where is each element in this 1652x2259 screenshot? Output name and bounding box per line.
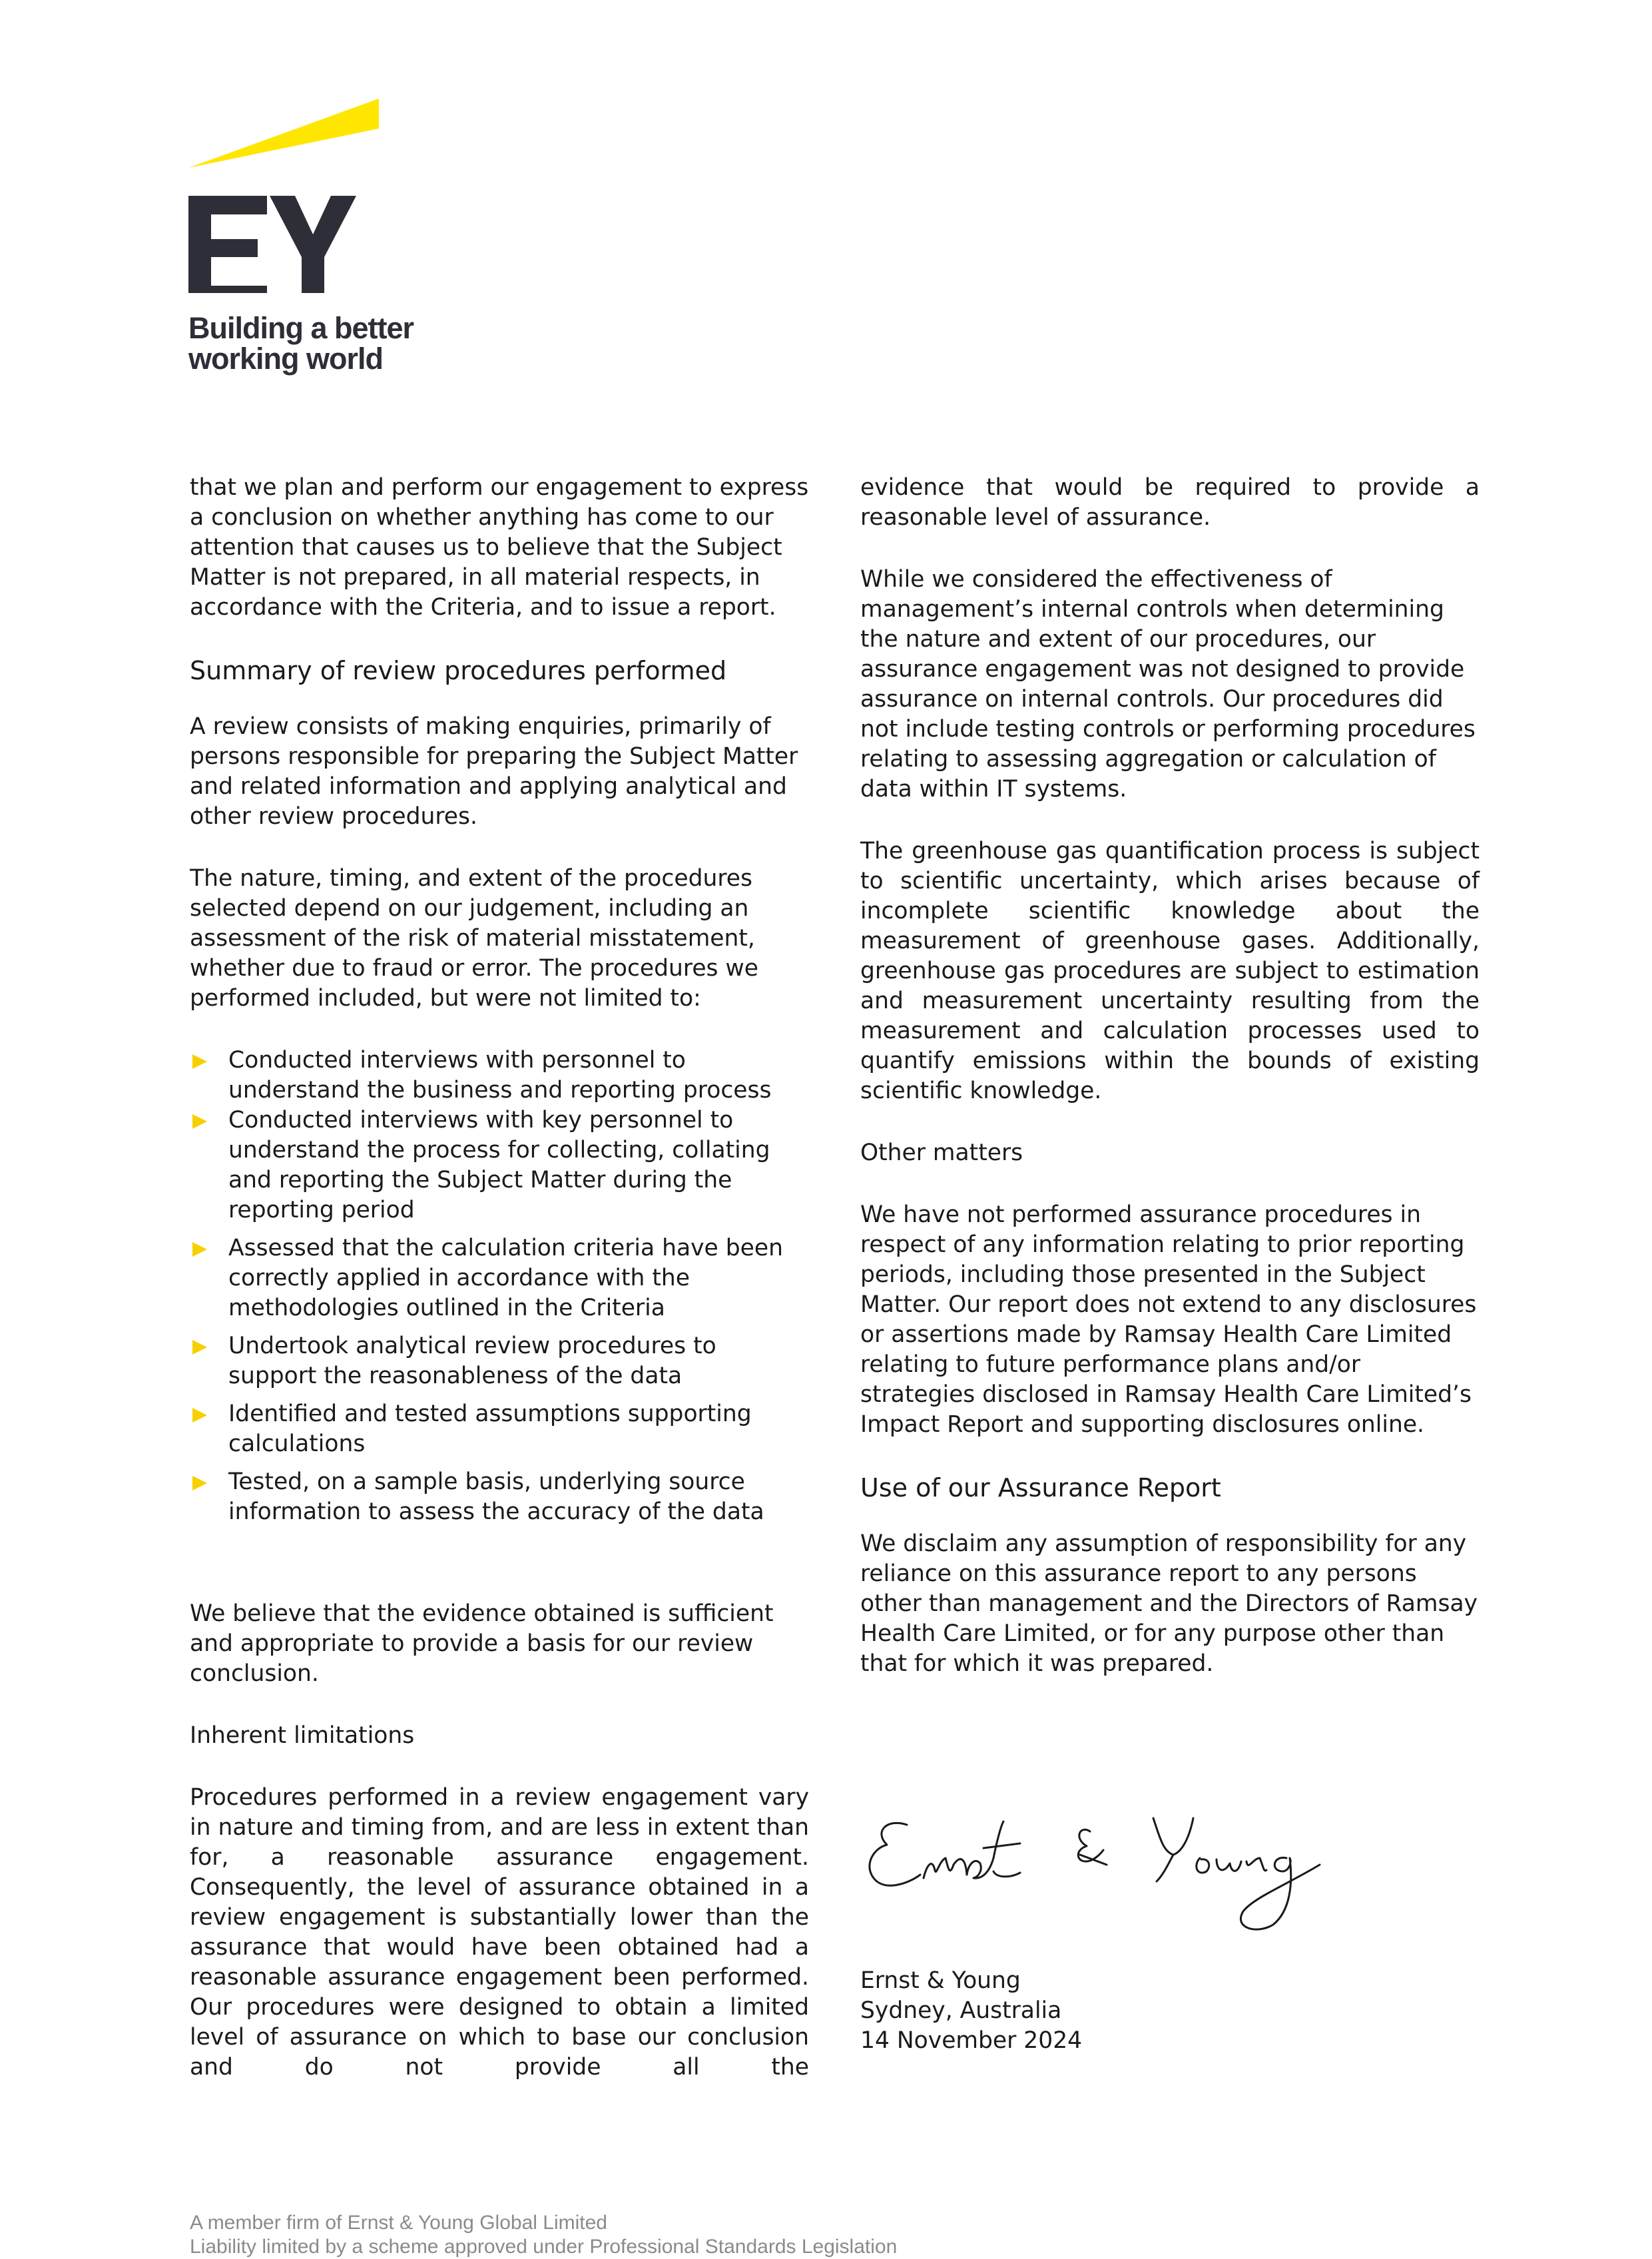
list-item [190, 1331, 809, 1391]
logo-letter-y [270, 196, 356, 293]
left-column [190, 473, 809, 2083]
summary-paragraph-1: A review consists of making enquiries, primarily of persons responsible for preparing the Subject Matter and related information and applying analytical and other review procedures. [190, 713, 798, 830]
list-item [190, 1467, 809, 1527]
summary-paragraph-2: The nature, timing, and extent of the procedures selected depend on our judgement, including an assessment of the risk of material misstatement, whether due to fraud or error. The procedures we performed included, but were not limited to: [190, 865, 758, 1012]
signer-date: 14 November 2024 [860, 2027, 1083, 2054]
use-of-report-heading: Use of our Assurance Report [860, 1473, 1221, 1502]
list-item [190, 1399, 809, 1459]
footer-line-2: Liability limited by a scheme approved under Professional Standards Legislation [190, 2236, 898, 2258]
bullet-arrow-icon [192, 1054, 207, 1069]
tagline-line-2: working world [188, 342, 384, 376]
list-item-text: Identified and tested assumptions supporting calculations [228, 1401, 752, 1457]
bullet-arrow-icon [192, 1476, 207, 1490]
ghg-uncertainty-paragraph: The greenhouse gas quantification process is subject to scientific uncertainty, which arises because of incomplete scientific knowledge about the measurement of greenhouse gases. Additionally, greenhouse gas procedures are subject to estimation and measurement uncertainty resulting from the measurement and calculation processes used to quantify emissions within the bounds of existing scientific knowledge. [860, 838, 1480, 1104]
signer-location: Sydney, Australia [860, 1997, 1062, 2024]
signer-block [860, 1966, 1082, 2056]
list-item-text: Tested, on a sample basis, underlying source information to assess the accuracy of the data [228, 1468, 764, 1525]
brand-tagline [188, 313, 413, 374]
summary-heading: Summary of review procedures performed [190, 656, 727, 685]
signature [860, 1791, 1340, 1945]
bullet-arrow-icon [192, 1340, 207, 1355]
list-item-text: Conducted interviews with key personnel to understand the process for collecting, collating and reporting the Subject Matter during the reporting period [228, 1107, 770, 1223]
logo-beam [188, 99, 379, 168]
list-item [190, 1106, 809, 1225]
intro-paragraph: that we plan and perform our engagement to express a conclusion on whether anything has come to our attention that causes us to believe that the Subject Matter is not prepared, in all material respects, in accordance with the Criteria, and to issue a report. [190, 474, 809, 621]
bullet-arrow-icon [192, 1408, 207, 1423]
procedures-list [190, 1046, 809, 1527]
ey-logo-mark [188, 99, 402, 305]
inherent-limitations-heading: Inherent limitations [190, 1722, 415, 1749]
signer-firm: Ernst & Young [860, 1967, 1021, 1994]
list-item-text: Undertook analytical review procedures to support the reasonableness of the data [228, 1333, 716, 1389]
use-of-report-paragraph: We disclaim any assumption of responsibility for any reliance on this assurance report to any persons other than management and the Directors of Ramsay Health Care Limited, or for any purpose other than that for which it was prepared. [860, 1530, 1478, 1677]
list-item-text: Conducted interviews with personnel to understand the business and reporting process [228, 1047, 772, 1104]
continued-paragraph: evidence that would be required to provide a reasonable level of assurance. [860, 474, 1480, 531]
internal-controls-paragraph: While we considered the effectiveness of management’s internal controls when determining the nature and extent of our procedures, our assurance engagement was not designed to provide assurance on internal controls. Our procedures did not include testing controls or performing procedures relating to assessing aggregation or calculation of data within IT systems. [860, 566, 1476, 803]
belief-paragraph: We believe that the evidence obtained is sufficient and appropriate to provide a basis for our review conclusion. [190, 1600, 774, 1687]
tagline-line-1: Building a better [188, 311, 414, 345]
handwritten-signature-icon [860, 1791, 1340, 1945]
page-footer [190, 2211, 897, 2259]
logo-letter-e [188, 196, 267, 293]
list-item [190, 1046, 809, 1106]
inherent-limitations-paragraph: Procedures performed in a review engagement vary in nature and timing from, and are less in extent than for, a reasonable assurance engagement. Consequently, the level of assurance obtained in a review engagement is substantially lower than the assurance that would have been obtained had a reasonable assurance engagement been performed. Our procedures were designed to obtain a limited level of assurance on which to base our conclusion and do not provide all the [190, 1784, 809, 2081]
bullet-arrow-icon [192, 1242, 207, 1257]
list-item [190, 1233, 809, 1323]
list-item-text: Assessed that the calculation criteria have been correctly applied in accordance with the methodologies outlined in the Criteria [228, 1235, 783, 1321]
right-column [860, 473, 1480, 1679]
other-matters-paragraph: We have not performed assurance procedures in respect of any information relating to prior reporting periods, including those presented in the Subject Matter. Our report does not extend to any disclosures or assertions made by Ramsay Health Care Limited relating to future performance plans and/or strategies disclosed in Ramsay Health Care Limited’s Impact Report and supporting disclosures online. [860, 1201, 1477, 1438]
footer-line-1: A member firm of Ernst & Young Global Limited [190, 2212, 607, 2234]
bullet-arrow-icon [192, 1114, 207, 1129]
other-matters-heading: Other matters [860, 1139, 1023, 1166]
